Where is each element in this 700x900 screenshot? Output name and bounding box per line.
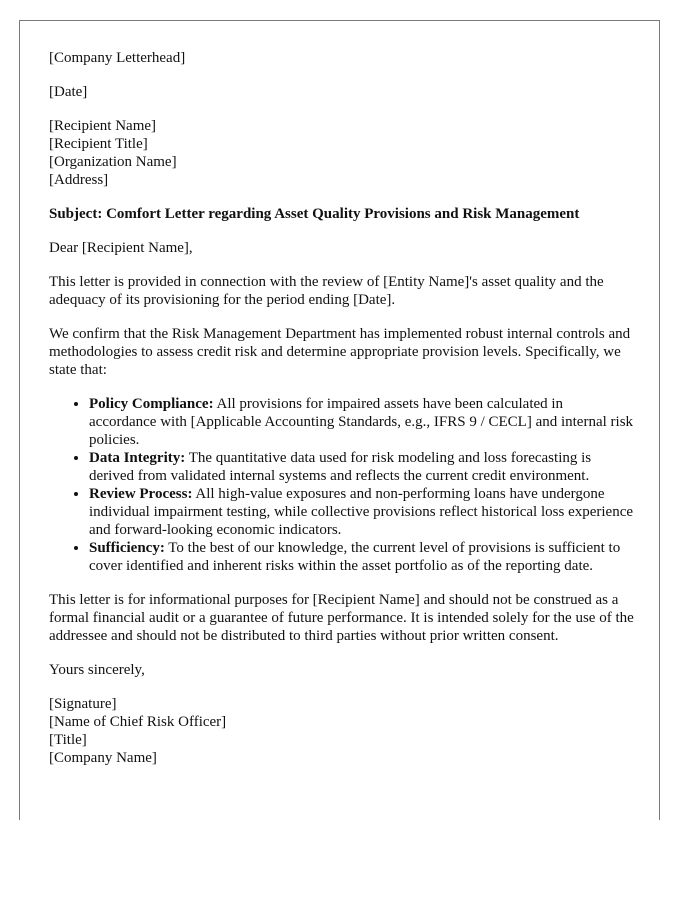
- letter-date: [Date]: [49, 84, 88, 100]
- disclaimer-paragraph: This letter is for informational purposes for [Recipient Name] and should not be construed as a formal financial audit or a guarantee of future performance. It is intended solely for the use of the addressee and should not be distributed to third parties without prior written consent.: [49, 592, 634, 644]
- bullet-term: Data Integrity:: [89, 450, 186, 466]
- recipient-organization: [Organization Name]: [49, 154, 177, 170]
- letter-body: [49, 49, 634, 767]
- recipient-title: [Recipient Title]: [49, 136, 148, 152]
- salutation: Dear [Recipient Name],: [49, 240, 193, 256]
- list-item-review-process: [89, 485, 634, 539]
- closing: Yours sincerely,: [49, 662, 145, 678]
- signatory-company: [Company Name]: [49, 750, 157, 766]
- recipient-name: [Recipient Name]: [49, 118, 157, 134]
- bullet-term: Review Process:: [89, 486, 193, 502]
- list-item-sufficiency: [89, 539, 634, 575]
- signatory-name: [Name of Chief Risk Officer]: [49, 714, 227, 730]
- bullet-term: Sufficiency:: [89, 540, 165, 556]
- assurance-list: [49, 395, 634, 575]
- letter-subject: Subject: Comfort Letter regarding Asset Quality Provisions and Risk Management: [49, 206, 580, 222]
- company-letterhead: [Company Letterhead]: [49, 50, 186, 66]
- bullet-text: All high-value exposures and non-performing loans have undergone individual impairment testing, while collective provisions reflect historical loss experience and forward-looking economic indicators.: [89, 486, 634, 538]
- recipient-address: [Address]: [49, 172, 109, 188]
- bullet-text: The quantitative data used for risk modeling and loss forecasting is derived from validated internal systems and reflects the current credit environment.: [89, 450, 592, 484]
- recipient-block: [49, 117, 634, 189]
- bullet-text: To the best of our knowledge, the current level of provisions is sufficient to cover identified and inherent risks within the asset portfolio as of the reporting date.: [89, 540, 621, 574]
- list-item-data-integrity: [89, 449, 634, 485]
- signature-block: [49, 695, 634, 767]
- bullet-term: Policy Compliance:: [89, 396, 214, 412]
- signature-line: [Signature]: [49, 696, 117, 712]
- list-item-policy-compliance: [89, 395, 634, 449]
- confirmation-paragraph: We confirm that the Risk Management Department has implemented robust internal controls and methodologies to assess credit risk and determine appropriate provision levels. Specifically, we state that:: [49, 326, 631, 378]
- letter-sheet: [19, 20, 660, 820]
- bullet-text: All provisions for impaired assets have been calculated in accordance with [Applicable Accounting Standards, e.g., IFRS 9 / CECL] and internal risk policies.: [89, 396, 634, 448]
- signatory-title: [Title]: [49, 732, 87, 748]
- intro-paragraph: This letter is provided in connection with the review of [Entity Name]'s asset quality and the adequacy of its provisioning for the period ending [Date].: [49, 274, 604, 308]
